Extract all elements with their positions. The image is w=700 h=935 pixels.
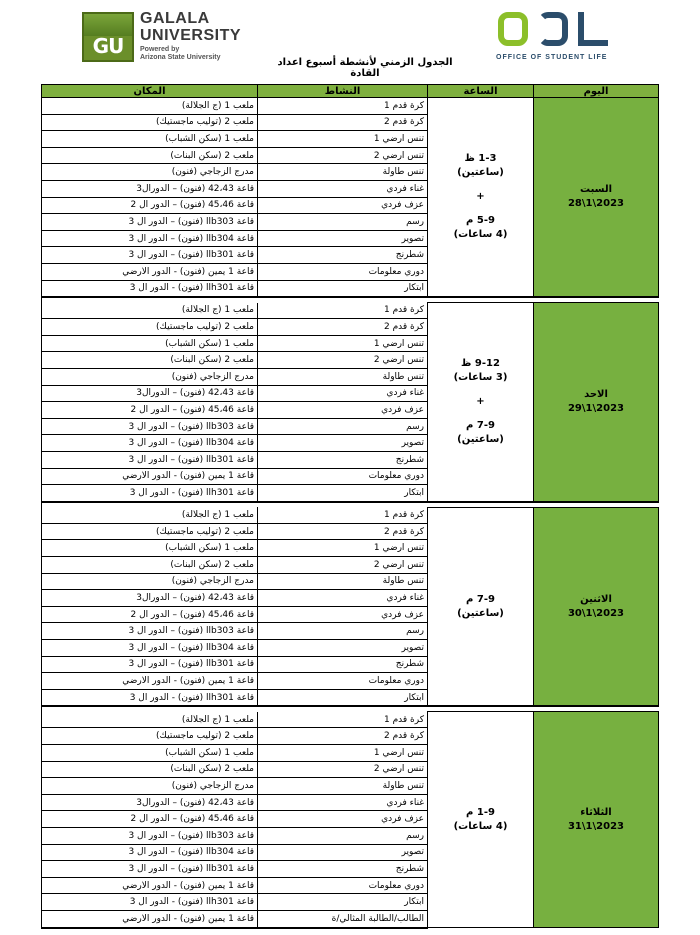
activity-cell: تنس ارضي 2: [258, 761, 428, 778]
time-line: 7-9 م: [466, 419, 495, 431]
activity-cell: دوري معلومات: [258, 877, 428, 894]
activity-cell: كرة قدم 1: [258, 303, 428, 319]
activity-cell: شطرنج: [258, 451, 428, 468]
table-row: [42, 303, 659, 319]
day-cell: [534, 98, 659, 298]
time-line: (ساعتين): [457, 167, 504, 179]
place-cell: قاعة llb303 (فنون) – الدور ال 3: [42, 623, 258, 640]
activity-cell: تنس ارضي 1: [258, 540, 428, 557]
day-cell: [534, 507, 659, 706]
osl-text: OFFICE OF STUDENT LIFE: [496, 54, 608, 61]
place-cell: ملعب 1 (ج الجلالة): [42, 507, 258, 523]
university-name-line-2: UNIVERSITY: [140, 27, 242, 44]
place-cell: ملعب 1 (ج الجلالة): [42, 303, 258, 319]
university-name-line-1: GALALA: [140, 10, 210, 27]
header-activity: النشاط: [258, 85, 428, 98]
place-cell: قاعة 45،46 (فنون) – الدور ال 2: [42, 606, 258, 623]
day-cell: [534, 712, 659, 928]
activity-cell: ابتكار: [258, 689, 428, 706]
activity-cell: تنس ارضي 1: [258, 131, 428, 148]
activity-cell: ابتكار: [258, 485, 428, 502]
activity-cell: غناء فردي: [258, 385, 428, 402]
place-cell: قاعة 1 يمين (فنون) - الدور الارضي: [42, 911, 258, 928]
activity-cell: ابتكار: [258, 280, 428, 297]
time-line: (4 ساعات): [453, 229, 508, 241]
place-cell: قاعة llb301 (فنون) – الدور ال 3: [42, 247, 258, 264]
place-cell: قاعة llh301 (فنون) - الدور ال 3: [42, 485, 258, 502]
page-title: الجدول الزمني لأنشطة أسبوع اعداد القادة: [277, 57, 453, 79]
time-cell: [428, 303, 534, 502]
place-cell: ملعب 2 (توليب ماجستيك): [42, 728, 258, 745]
activity-cell: كرة قدم 1: [258, 98, 428, 115]
activity-cell: شطرنج: [258, 247, 428, 264]
activity-cell: كرة قدم 2: [258, 319, 428, 336]
time-line: (3 ساعات): [453, 371, 508, 383]
activity-cell: الطالب/الطالبة المثالي/ة: [258, 911, 428, 928]
activity-cell: تنس ارضي 2: [258, 352, 428, 369]
day-name: الاحد: [584, 388, 608, 400]
place-cell: قاعة 1 يمين (فنون) - الدور الارضي: [42, 263, 258, 280]
place-cell: قاعة llb304 (فنون) – الدور ال 3: [42, 640, 258, 657]
activity-cell: غناء فردي: [258, 794, 428, 811]
table-row: [42, 98, 659, 115]
activity-cell: شطرنج: [258, 861, 428, 878]
time-line: 1-3 ظ: [464, 153, 497, 165]
powered-by-line-1: Powered by: [140, 46, 180, 53]
activity-cell: عزف فردي: [258, 197, 428, 214]
place-cell: قاعة llh301 (فنون) - الدور ال 3: [42, 280, 258, 297]
day-name: الثلاثاء: [580, 806, 612, 818]
osl-logo: [492, 10, 618, 66]
activity-cell: كرة قدم 1: [258, 712, 428, 728]
activity-cell: دوري معلومات: [258, 468, 428, 485]
place-cell: مدرج الزجاجي (فنون): [42, 573, 258, 590]
time-line: (ساعتين): [457, 433, 504, 445]
activity-cell: تنس طاولة: [258, 164, 428, 181]
time-line: 1-9 م: [466, 806, 495, 818]
table-row: [42, 712, 659, 728]
osl-o-icon: [498, 12, 528, 46]
place-cell: قاعة llb301 (فنون) – الدور ال 3: [42, 861, 258, 878]
activity-cell: عزف فردي: [258, 811, 428, 828]
activity-cell: تصوير: [258, 435, 428, 452]
place-cell: ملعب 2 (توليب ماجستيك): [42, 319, 258, 336]
table-header-row: [42, 85, 659, 98]
activity-cell: شطرنج: [258, 656, 428, 673]
header-day: اليوم: [534, 85, 659, 98]
place-cell: قاعة llb303 (فنون) – الدور ال 3: [42, 828, 258, 845]
place-cell: قاعة llb303 (فنون) – الدور ال 3: [42, 418, 258, 435]
day-cell: [534, 303, 659, 502]
place-cell: قاعة llb303 (فنون) – الدور ال 3: [42, 214, 258, 231]
schedule-table: [41, 84, 659, 929]
activity-cell: كرة قدم 2: [258, 523, 428, 540]
powered-by-line-2: Arizona State University: [140, 54, 221, 61]
activity-cell: تنس ارضي 1: [258, 335, 428, 352]
activity-cell: عزف فردي: [258, 402, 428, 419]
place-cell: قاعة llh301 (فنون) - الدور ال 3: [42, 689, 258, 706]
activity-cell: كرة قدم 1: [258, 507, 428, 523]
place-cell: قاعة 42،43 (فنون) – الدورال3: [42, 180, 258, 197]
activity-cell: تنس ارضي 2: [258, 557, 428, 574]
place-cell: قاعة 45،46 (فنون) – الدور ال 2: [42, 811, 258, 828]
day-date: 2023\1\31: [567, 820, 625, 832]
day-date: 2023\1\29: [567, 402, 625, 414]
activity-cell: غناء فردي: [258, 180, 428, 197]
place-cell: قاعة 42،43 (فنون) – الدورال3: [42, 590, 258, 607]
place-cell: مدرج الزجاجي (فنون): [42, 369, 258, 386]
activity-cell: رسم: [258, 828, 428, 845]
time-line: 9-12 ظ: [461, 357, 500, 369]
activity-cell: تنس طاولة: [258, 778, 428, 795]
activity-cell: عزف فردي: [258, 606, 428, 623]
place-cell: ملعب 1 (سكن الشباب): [42, 745, 258, 762]
activity-cell: كرة قدم 2: [258, 728, 428, 745]
place-cell: قاعة 42،43 (فنون) – الدورال3: [42, 385, 258, 402]
place-cell: قاعة 1 يمين (فنون) - الدور الارضي: [42, 673, 258, 690]
day-date: 2023\1\30: [567, 607, 625, 619]
place-cell: قاعة llb304 (فنون) – الدور ال 3: [42, 230, 258, 247]
place-cell: ملعب 1 (ج الجلالة): [42, 712, 258, 728]
place-cell: ملعب 2 (سكن البنات): [42, 557, 258, 574]
activity-cell: ابتكار: [258, 894, 428, 911]
activity-cell: تصوير: [258, 640, 428, 657]
logo-hill-icon: [84, 14, 132, 36]
activity-cell: دوري معلومات: [258, 673, 428, 690]
activity-cell: تنس ارضي 2: [258, 147, 428, 164]
time-cell: [428, 507, 534, 706]
logo-letters: GU: [92, 34, 124, 58]
time-line: +: [476, 191, 485, 203]
place-cell: قاعة llb304 (فنون) – الدور ال 3: [42, 844, 258, 861]
activity-cell: تنس ارضي 1: [258, 745, 428, 762]
galala-logo: [82, 12, 134, 62]
place-cell: قاعة llh301 (فنون) - الدور ال 3: [42, 894, 258, 911]
time-line: 5-9 م: [466, 215, 495, 227]
place-cell: ملعب 1 (سكن الشباب): [42, 540, 258, 557]
table-row: [42, 507, 659, 523]
place-cell: قاعة llb301 (فنون) – الدور ال 3: [42, 656, 258, 673]
activity-cell: تصوير: [258, 230, 428, 247]
place-cell: ملعب 2 (سكن البنات): [42, 761, 258, 778]
place-cell: ملعب 2 (توليب ماجستيك): [42, 523, 258, 540]
osl-letters-icon: [492, 10, 618, 52]
day-date: 2023\1\28: [567, 198, 625, 210]
place-cell: ملعب 1 (سكن الشباب): [42, 131, 258, 148]
place-cell: مدرج الزجاجي (فنون): [42, 778, 258, 795]
activity-cell: رسم: [258, 418, 428, 435]
activity-cell: غناء فردي: [258, 590, 428, 607]
time-cell: [428, 98, 534, 298]
activity-cell: رسم: [258, 214, 428, 231]
place-cell: قاعة 1 يمين (فنون) - الدور الارضي: [42, 468, 258, 485]
page-header: [0, 0, 700, 84]
university-name: [140, 10, 241, 44]
place-cell: قاعة 42،43 (فنون) – الدورال3: [42, 794, 258, 811]
place-cell: قاعة 1 يمين (فنون) - الدور الارضي: [42, 877, 258, 894]
place-cell: قاعة llb301 (فنون) – الدور ال 3: [42, 451, 258, 468]
osl-l-icon: [578, 12, 608, 46]
place-cell: قاعة 45،46 (فنون) – الدور ال 2: [42, 402, 258, 419]
place-cell: ملعب 2 (سكن البنات): [42, 352, 258, 369]
day-name: السبت: [579, 184, 613, 196]
osl-s-icon: [538, 12, 568, 46]
schedule-body: [42, 98, 659, 928]
place-cell: مدرج الزجاجي (فنون): [42, 164, 258, 181]
activity-cell: رسم: [258, 623, 428, 640]
time-line: +: [476, 395, 485, 407]
place-cell: قاعة 45،46 (فنون) – الدور ال 2: [42, 197, 258, 214]
time-cell: [428, 712, 534, 928]
activity-cell: كرة قدم 2: [258, 114, 428, 131]
header-place: المكان: [42, 85, 258, 98]
time-line: (ساعتين): [457, 607, 504, 619]
time-line: (4 ساعات): [453, 820, 508, 832]
place-cell: ملعب 2 (توليب ماجستيك): [42, 114, 258, 131]
place-cell: ملعب 1 (ج الجلالة): [42, 98, 258, 115]
powered-by: [140, 46, 221, 62]
activity-cell: تنس طاولة: [258, 573, 428, 590]
place-cell: ملعب 2 (سكن البنات): [42, 147, 258, 164]
day-name: الاثنين: [580, 593, 612, 605]
time-line: 7-9 م: [466, 593, 495, 605]
activity-cell: تصوير: [258, 844, 428, 861]
header-time: الساعة: [428, 85, 534, 98]
activity-cell: دوري معلومات: [258, 263, 428, 280]
activity-cell: تنس طاولة: [258, 369, 428, 386]
place-cell: قاعة llb304 (فنون) – الدور ال 3: [42, 435, 258, 452]
place-cell: ملعب 1 (سكن الشباب): [42, 335, 258, 352]
